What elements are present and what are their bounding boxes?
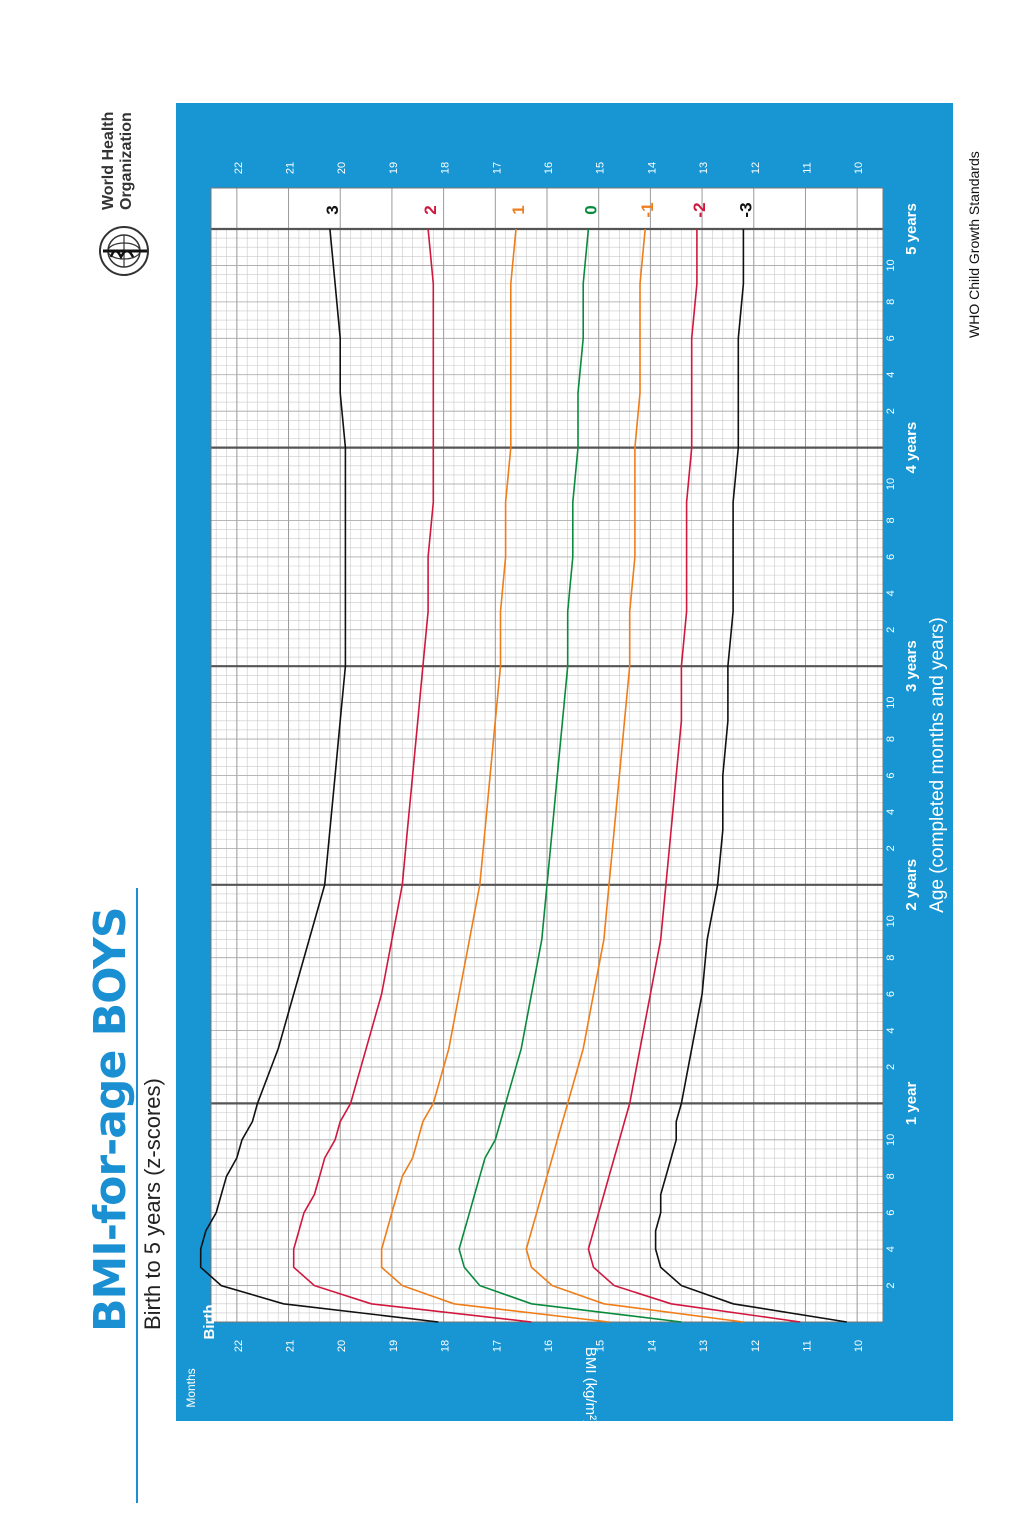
month-tick-label: 4 [885, 590, 897, 597]
bmi-tick-label-left: 17 [491, 1339, 504, 1353]
bmi-tick-label-left: 13 [698, 1339, 711, 1353]
x-axis-label: Age (completed months and years) [927, 617, 948, 913]
chart-subtitle: Birth to 5 years (z-scores) [140, 1078, 165, 1330]
bmi-tick-label-right: 11 [801, 162, 814, 174]
series-label--2: -2 [689, 202, 709, 218]
month-tick-label: 6 [885, 1209, 897, 1216]
bmi-tick-label-left: 21 [284, 1339, 297, 1353]
org-name-line1: World Health [100, 111, 117, 210]
series-label--3: -3 [736, 202, 756, 218]
y-axis-label: BMI (kg/m²) [582, 1346, 599, 1426]
month-tick-label: 8 [885, 1173, 897, 1180]
year-tick-label: Birth [201, 1304, 218, 1340]
month-tick-label: 2 [885, 1282, 897, 1289]
month-tick-label: 10 [885, 1133, 897, 1146]
bmi-tick-label-right: 10 [853, 161, 866, 175]
bmi-tick-label-right: 18 [439, 161, 452, 175]
chart-title: BMI-for-age BOYS [85, 907, 136, 1332]
months-label: Months [184, 1368, 198, 1408]
bmi-tick-label-right: 14 [646, 161, 659, 175]
bmi-tick-label-left: 22 [232, 1339, 245, 1353]
month-tick-label: 2 [885, 626, 897, 633]
bmi-tick-label-right: 17 [491, 161, 504, 175]
bmi-tick-label-left: 15 [594, 1339, 607, 1353]
month-tick-label: 6 [885, 991, 897, 998]
bmi-tick-label-right: 12 [749, 161, 762, 175]
bmi-tick-label-left: 12 [749, 1339, 762, 1353]
bmi-tick-label-left: 20 [336, 1339, 349, 1353]
bmi-tick-label-left: 19 [387, 1339, 400, 1353]
bmi-tick-label-left: 10 [853, 1339, 866, 1353]
month-tick-label: 8 [885, 736, 897, 743]
bmi-tick-label-right: 19 [387, 161, 400, 175]
bmi-tick-label-right: 13 [698, 161, 711, 175]
bmi-tick-label-left: 14 [646, 1339, 659, 1353]
series-label--1: -1 [638, 202, 658, 218]
month-tick-label: 10 [885, 915, 897, 928]
series-label-0: 0 [581, 205, 601, 215]
series-label-3: 3 [322, 205, 342, 215]
month-tick-label: 10 [885, 477, 897, 491]
org-name-line2: Organization [118, 112, 135, 210]
bmi-tick-label-left: 18 [439, 1339, 452, 1353]
month-tick-label: 2 [885, 845, 897, 852]
series-label-2: 2 [421, 205, 441, 215]
bmi-tick-label-right: 20 [336, 161, 349, 175]
year-tick-label: 5 years [903, 203, 920, 255]
bmi-tick-label-right: 22 [232, 161, 245, 175]
month-tick-label: 4 [885, 1246, 897, 1253]
month-tick-label: 2 [885, 408, 897, 415]
month-tick-label: 2 [885, 1063, 897, 1071]
year-tick-label: 3 years [903, 640, 920, 693]
bmi-tick-label-right: 21 [284, 161, 297, 175]
month-tick-label: 4 [885, 808, 897, 815]
month-tick-label: 8 [885, 298, 897, 305]
bmi-tick-label-left: 11 [801, 1340, 814, 1352]
bmi-tick-label-left: 16 [543, 1339, 555, 1353]
month-tick-label: 4 [885, 371, 897, 378]
year-tick-label: 1 year [903, 1081, 920, 1126]
month-tick-label: 8 [885, 517, 897, 524]
year-tick-label: 2 years [903, 858, 920, 911]
series-label-1: 1 [508, 205, 528, 215]
bmi-tick-label-right: 15 [594, 161, 607, 175]
bmi-tick-label-right: 16 [543, 161, 555, 175]
month-tick-label: 8 [885, 954, 897, 961]
month-tick-label: 10 [885, 696, 897, 709]
month-tick-label: 4 [885, 1027, 897, 1034]
month-tick-label: 10 [885, 259, 897, 272]
month-tick-label: 6 [885, 553, 897, 560]
source-note: WHO Child Growth Standards [966, 151, 982, 338]
year-tick-label: 4 years [903, 421, 920, 474]
month-tick-label: 6 [885, 772, 897, 779]
month-tick-label: 6 [885, 335, 897, 342]
